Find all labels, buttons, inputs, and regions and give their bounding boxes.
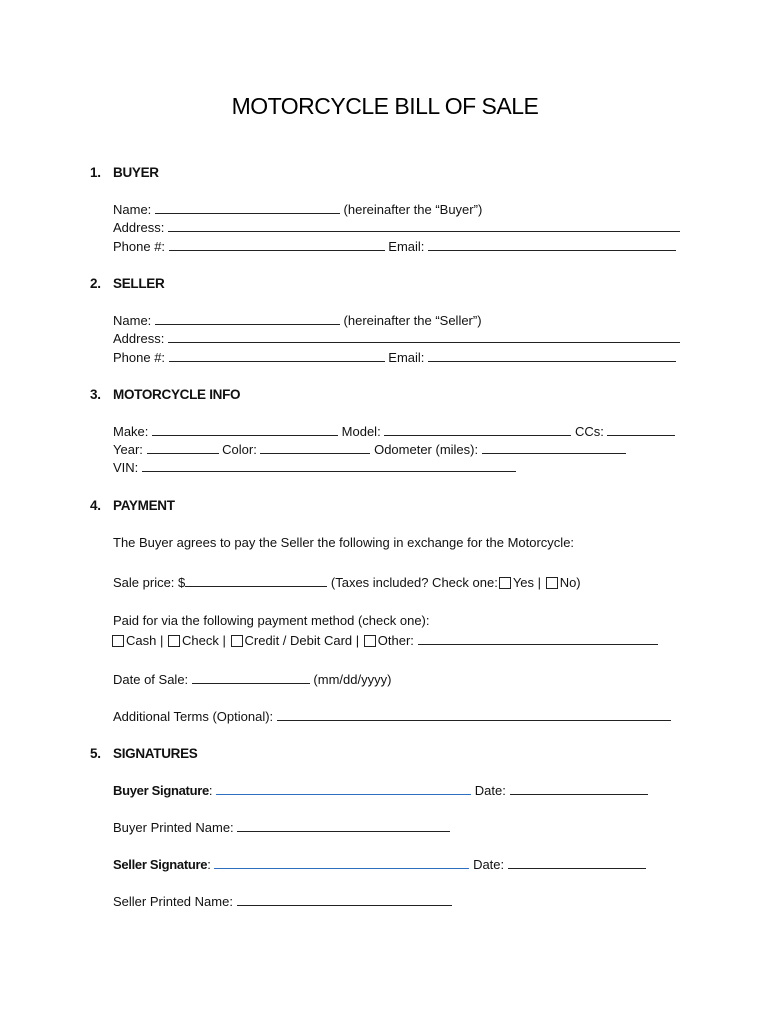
section-label: SELLER — [113, 276, 165, 291]
cash-checkbox[interactable] — [112, 635, 124, 647]
vin-label: VIN: — [113, 460, 139, 475]
additional-terms-line — [113, 709, 671, 725]
additional-terms-label: Additional Terms (Optional): — [113, 709, 274, 724]
year-label: Year: — [113, 442, 143, 457]
other-checkbox[interactable] — [364, 635, 376, 647]
motorcycle-vin-line — [113, 460, 516, 476]
buyer-signature-field[interactable] — [216, 783, 471, 795]
check-label: Check — [182, 633, 219, 648]
section-signatures-heading — [90, 746, 198, 761]
other-method-field[interactable] — [418, 633, 658, 645]
ccs-label: CCs: — [574, 424, 604, 439]
model-field[interactable] — [384, 424, 571, 436]
seller-printed-name-line — [113, 894, 452, 910]
document-title: MOTORCYCLE BILL OF SALE — [231, 93, 539, 119]
section-buyer-heading — [90, 165, 159, 180]
additional-terms-field[interactable] — [277, 709, 671, 721]
buyer-name-field[interactable] — [155, 202, 340, 214]
credit-label: Credit / Debit Card — [244, 633, 353, 648]
taxes-no-checkbox[interactable] — [546, 577, 558, 589]
buyer-email-field[interactable] — [428, 239, 676, 251]
separator: | — [222, 633, 226, 648]
payment-intro: The Buyer agrees to pay the Seller the following in exchange for the Motorcycle: — [113, 535, 575, 550]
seller-printed-name-field[interactable] — [237, 894, 452, 906]
date-of-sale-line — [113, 672, 391, 688]
buyer-address-line — [113, 220, 680, 236]
buyer-address-label: Address: — [113, 220, 165, 235]
section-label: BUYER — [113, 165, 159, 180]
section-payment-heading — [90, 498, 175, 513]
odometer-field[interactable] — [482, 442, 626, 454]
seller-name-line — [113, 313, 482, 329]
section-seller-heading — [90, 276, 164, 291]
buyer-name-label: Name: — [113, 202, 152, 217]
buyer-signature-line — [113, 783, 648, 799]
seller-address-field[interactable] — [168, 331, 680, 343]
section-label: PAYMENT — [113, 498, 175, 513]
colon: : — [207, 857, 211, 872]
year-field[interactable] — [147, 442, 219, 454]
make-label: Make: — [113, 424, 149, 439]
section-number: 4. — [90, 498, 101, 513]
buyer-name-suffix: (hereinafter the “Buyer”) — [343, 202, 483, 217]
buyer-signature-label: Buyer Signature — [113, 783, 209, 798]
make-field[interactable] — [152, 424, 338, 436]
sale-price-label: Sale price: $ — [113, 575, 186, 590]
buyer-address-field[interactable] — [168, 220, 680, 232]
payment-method-options — [111, 633, 658, 649]
date-of-sale-label: Date of Sale: — [113, 672, 189, 687]
buyer-printed-name-label: Buyer Printed Name: — [113, 820, 234, 835]
section-number: 3. — [90, 387, 101, 402]
taxes-yes-label: Yes — [512, 575, 535, 590]
buyer-printed-name-line — [113, 820, 450, 836]
seller-printed-name-label: Seller Printed Name: — [113, 894, 233, 909]
taxes-prompt: (Taxes included? Check one: — [330, 575, 498, 590]
colon: : — [208, 783, 213, 798]
seller-signature-date-label: Date: — [473, 857, 505, 872]
check-checkbox[interactable] — [168, 635, 180, 647]
seller-signature-date-field[interactable] — [508, 857, 646, 869]
seller-signature-field[interactable] — [214, 857, 469, 869]
vin-field[interactable] — [142, 460, 516, 472]
seller-signature-label: Seller Signature — [113, 857, 208, 872]
separator: | — [159, 633, 164, 648]
model-label: Model: — [341, 424, 381, 439]
seller-name-suffix: (hereinafter the “Seller”) — [343, 313, 482, 328]
buyer-phone-label: Phone #: — [113, 239, 166, 254]
credit-checkbox[interactable] — [231, 635, 243, 647]
odometer-label: Odometer (miles): — [374, 442, 479, 457]
seller-name-label: Name: — [113, 313, 152, 328]
buyer-name-line — [113, 202, 482, 218]
seller-phone-field[interactable] — [169, 350, 385, 362]
seller-email-field[interactable] — [428, 350, 676, 362]
separator: | — [355, 633, 360, 648]
color-label: Color: — [222, 442, 257, 457]
motorcycle-year-line — [113, 442, 626, 458]
sale-price-field[interactable] — [185, 575, 327, 587]
buyer-printed-name-field[interactable] — [237, 820, 450, 832]
seller-phone-label: Phone #: — [113, 350, 166, 365]
cash-label: Cash — [126, 633, 157, 648]
ccs-field[interactable] — [607, 424, 675, 436]
date-of-sale-field[interactable] — [192, 672, 310, 684]
section-motorcycle-heading — [90, 387, 240, 402]
buyer-email-label: Email: — [388, 239, 425, 254]
taxes-yes-checkbox[interactable] — [499, 577, 511, 589]
seller-contact-line — [113, 350, 676, 366]
color-field[interactable] — [260, 442, 370, 454]
taxes-no-label: No) — [559, 575, 581, 590]
section-label: MOTORCYCLE INFO — [113, 387, 241, 402]
seller-address-line — [113, 331, 680, 347]
section-number: 5. — [90, 746, 101, 761]
buyer-signature-date-field[interactable] — [510, 783, 648, 795]
seller-name-field[interactable] — [155, 313, 340, 325]
separator: | — [537, 575, 542, 590]
section-number: 1. — [90, 165, 101, 180]
seller-signature-line — [113, 857, 646, 873]
sale-price-line — [113, 575, 581, 591]
section-label: SIGNATURES — [113, 746, 198, 761]
buyer-contact-line — [113, 239, 676, 255]
payment-method-intro: Paid for via the following payment method (check one): — [113, 613, 430, 628]
other-label: Other: — [377, 633, 414, 648]
date-format-hint: (mm/dd/yyyy) — [313, 672, 392, 687]
buyer-signature-date-label: Date: — [474, 783, 506, 798]
buyer-phone-field[interactable] — [169, 239, 385, 251]
seller-email-label: Email: — [388, 350, 425, 365]
seller-address-label: Address: — [113, 331, 165, 346]
motorcycle-make-line — [113, 424, 675, 440]
section-number: 2. — [90, 276, 101, 291]
